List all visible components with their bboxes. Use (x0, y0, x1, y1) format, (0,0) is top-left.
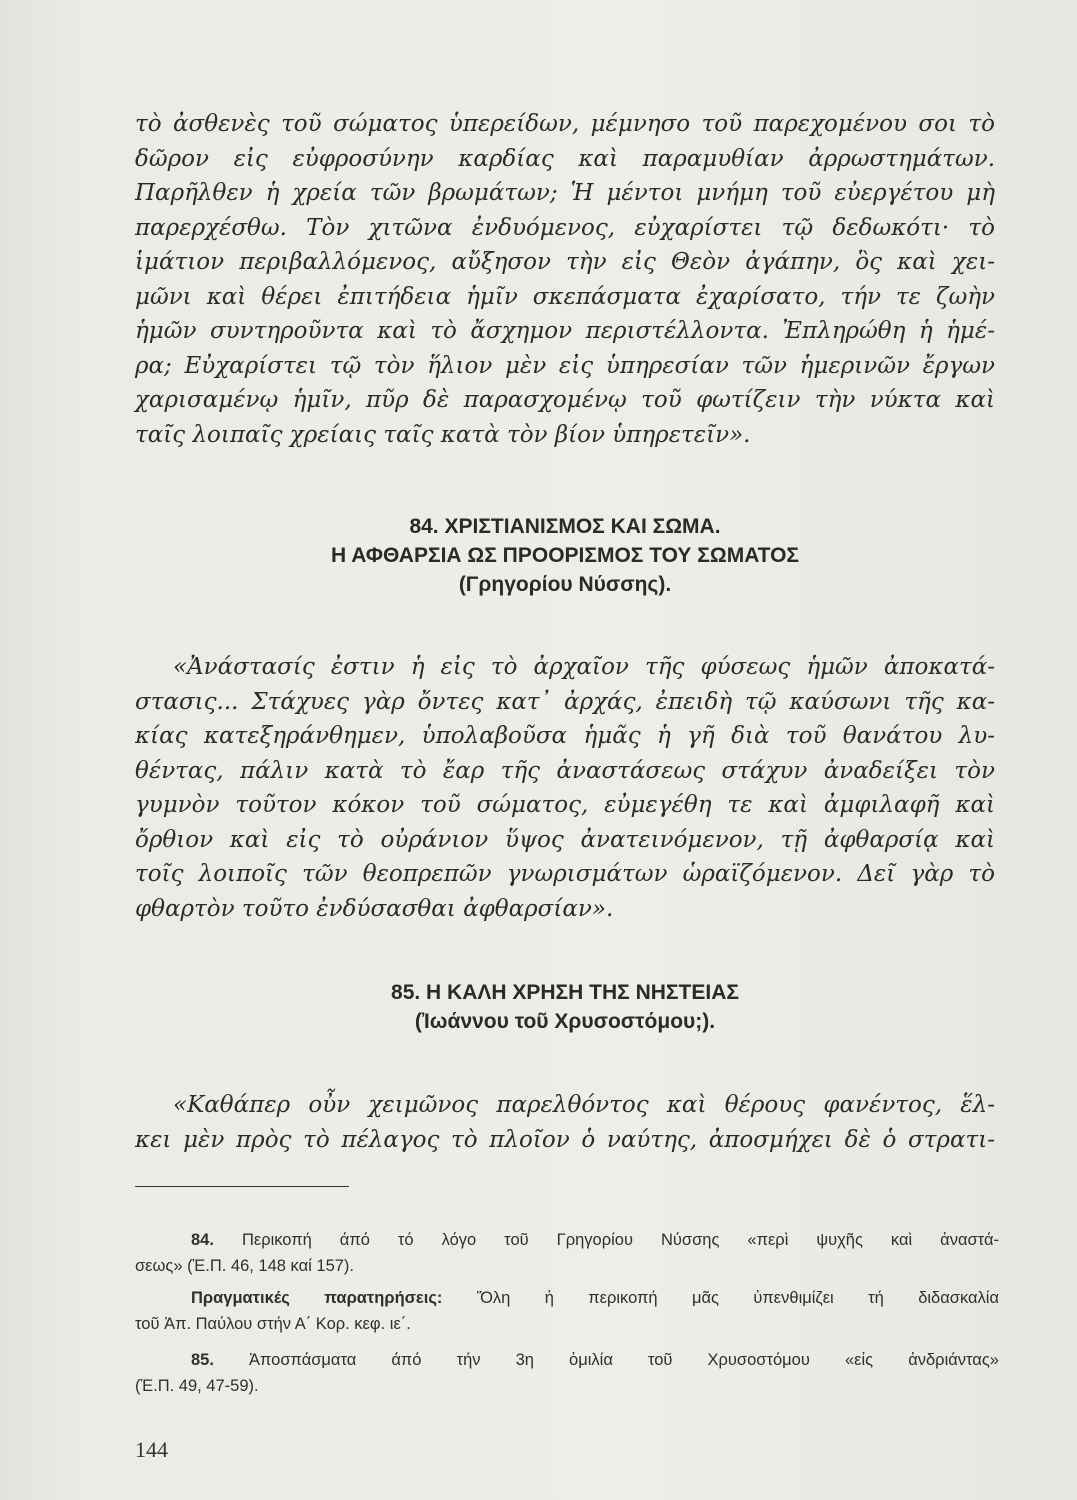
text-line: κει μὲν πρὸς τὸ πέλαγος τὸ πλοῖον ὁ ναύτης, ἀποσμήχει δὲ ὁ στρατι- (135, 1126, 995, 1153)
text-line: τὸ ἀσθενὲς τοῦ σώματος ὑπερείδων, μέμνησο τοῦ παρεχομένου σοι τὸ (135, 111, 995, 137)
footnote-84-line1 (135, 1227, 999, 1253)
text-line: «Καθάπερ οὖν χειμῶνος παρελθόντος καὶ θέρους φανέντος, ἕλ- (173, 1092, 995, 1118)
text-line: ἡμῶν συντηροῦντα καὶ τὸ ἄσχημον περιστέλλοντα. Ἐπληρώθη ἡ ἡμέ- (135, 318, 995, 344)
section-84-subtitle: Η ΑΦΘΑΡΣΙΑ ΩΣ ΠΡΟΟΡΙΣΜΟΣ ΤΟΥ ΣΩΜΑΤΟΣ (330, 544, 800, 567)
footnote-84-text: Περικοπή άπό τό λόγο τοῦ Γρηγορίου Νύσσης «περὶ ψυχῆς καὶ ἀναστά- (241, 1231, 999, 1249)
section-84-author: (Γρηγορίου Νύσσης). (458, 573, 672, 596)
text-line: μῶνι καὶ θέρει ἐπιτήδεια ἡμῖν σκεπάσματα ἐχαρίσατο, τήν τε ζωὴν (135, 283, 995, 310)
section-85-heading (135, 978, 995, 1036)
text-line: Παρῆλθεν ἡ χρεία τῶν βρωμάτων; Ἡ μέντοι μνήμη τοῦ εὐεργέτου μὴ (135, 180, 995, 206)
section-85-title: 85. Η ΚΑΛΗ ΧΡΗΣΗ ΤΗΣ ΝΗΣΤΕΙΑΣ (391, 981, 739, 1004)
section-85-text (135, 1088, 995, 1157)
footnote-84-line2: σεως» (Ἑ.Π. 46, 148 καί 157). (135, 1257, 354, 1275)
text-line: ρα; Εὐχαρίστει τῷ τὸν ἥλιον μὲν εἰς ὑπηρεσίαν τῶν ἡμερινῶν ἔργων (135, 352, 995, 379)
paragraph-continuation (135, 107, 995, 452)
text-line: δῶρον εἰς εὐφροσύνην καρδίας καὶ παραμυθίαν ἀρρωστημάτων. (135, 145, 995, 172)
footnote-85-number: 85. (191, 1351, 214, 1369)
section-84-heading (135, 512, 995, 599)
footnote-85-text: Ἀποσπάσματα άπό τήν 3η ὁμιλία τοῦ Χρυσοστόμου «εἰς ἀνδριάντας» (249, 1351, 999, 1369)
section-84-title: 84. ΧΡΙΣΤΙΑΝΙΣΜΟΣ ΚΑΙ ΣΩΜΑ. (409, 515, 721, 538)
text-line: στασις... Στάχυες γὰρ ὄντες κατ᾽ ἀρχάς, ἐπειδὴ τῷ καύσωνι τῆς κα- (135, 688, 995, 715)
footnote-divider (135, 1186, 349, 1187)
footnote-84-number: 84. (191, 1231, 214, 1249)
remarks-label: Πραγματικές παρατηρήσεις: (191, 1289, 443, 1307)
text-line: ὄρθιον καὶ εἰς τὸ οὐράνιον ὕψος ἀνατεινόμενον, τῇ ἀφθαρσίᾳ καὶ (135, 826, 995, 853)
text-line: φθαρτὸν τοῦτο ἐνδύσασθαι ἀφθαρσίαν». (135, 895, 614, 922)
text-line: ἱμάτιον περιβαλλόμενος, αὔξησον τὴν εἰς Θεὸν ἀγάπην, ὃς καὶ χει- (135, 249, 995, 275)
remarks-line2: τοῦ Ἀπ. Παύλου στήν Α΄ Κορ. κεφ. ιε΄. (135, 1315, 411, 1333)
footnote-85-line1 (135, 1347, 999, 1373)
remarks-text: Ὅλη ἡ περικοπή μᾶς ὑπενθιμίζει τή διδασκαλία (476, 1289, 999, 1307)
page-number: 144 (135, 1437, 168, 1462)
text-line: «Ἀνάστασίς ἐστιν ἡ εἰς τὸ ἀρχαῖον τῆς φύσεως ἡμῶν ἀποκατά- (173, 654, 995, 680)
text-line: θέντας, πάλιν κατὰ τὸ ἔαρ τῆς ἀναστάσεως στάχυν ἀναδείξει τὸν (135, 757, 995, 784)
section-84-text (135, 650, 995, 926)
remarks-line1 (135, 1285, 999, 1311)
text-line: γυμνὸν τοῦτον κόκον τοῦ σώματος, εὐμεγέθη τε καὶ ἀμφιλαφῆ καὶ (135, 792, 995, 818)
footnote-85-line2: (Ἑ.Π. 49, 47-59). (135, 1377, 259, 1395)
section-85-author: (Ἰωάννου τοῦ Χρυσοστόμου;). (414, 1010, 716, 1033)
footnotes (135, 1227, 999, 1399)
text-line: παρερχέσθω. Τὸν χιτῶνα ἐνδυόμενος, εὐχαρίστει τῷ δεδωκότι· τὸ (135, 214, 995, 241)
text-line: χαρισαμένῳ ἡμῖν, πῦρ δὲ παρασχομένῳ τοῦ φωτίζειν τὴν νύκτα καὶ (135, 387, 995, 413)
text-line: ταῖς λοιπαῖς χρείαις ταῖς κατὰ τὸν βίον ὑπηρετεῖν». (135, 421, 751, 448)
text-line: τοῖς λοιποῖς τῶν θεοπρεπῶν γνωρισμάτων ὡραϊζόμενον. Δεῖ γὰρ τὸ (135, 861, 995, 887)
text-line: κίας κατεξηράνθημεν, ὑπολαβοῦσα ἡμᾶς ἡ γῆ διὰ τοῦ θανάτου λυ- (135, 723, 995, 749)
